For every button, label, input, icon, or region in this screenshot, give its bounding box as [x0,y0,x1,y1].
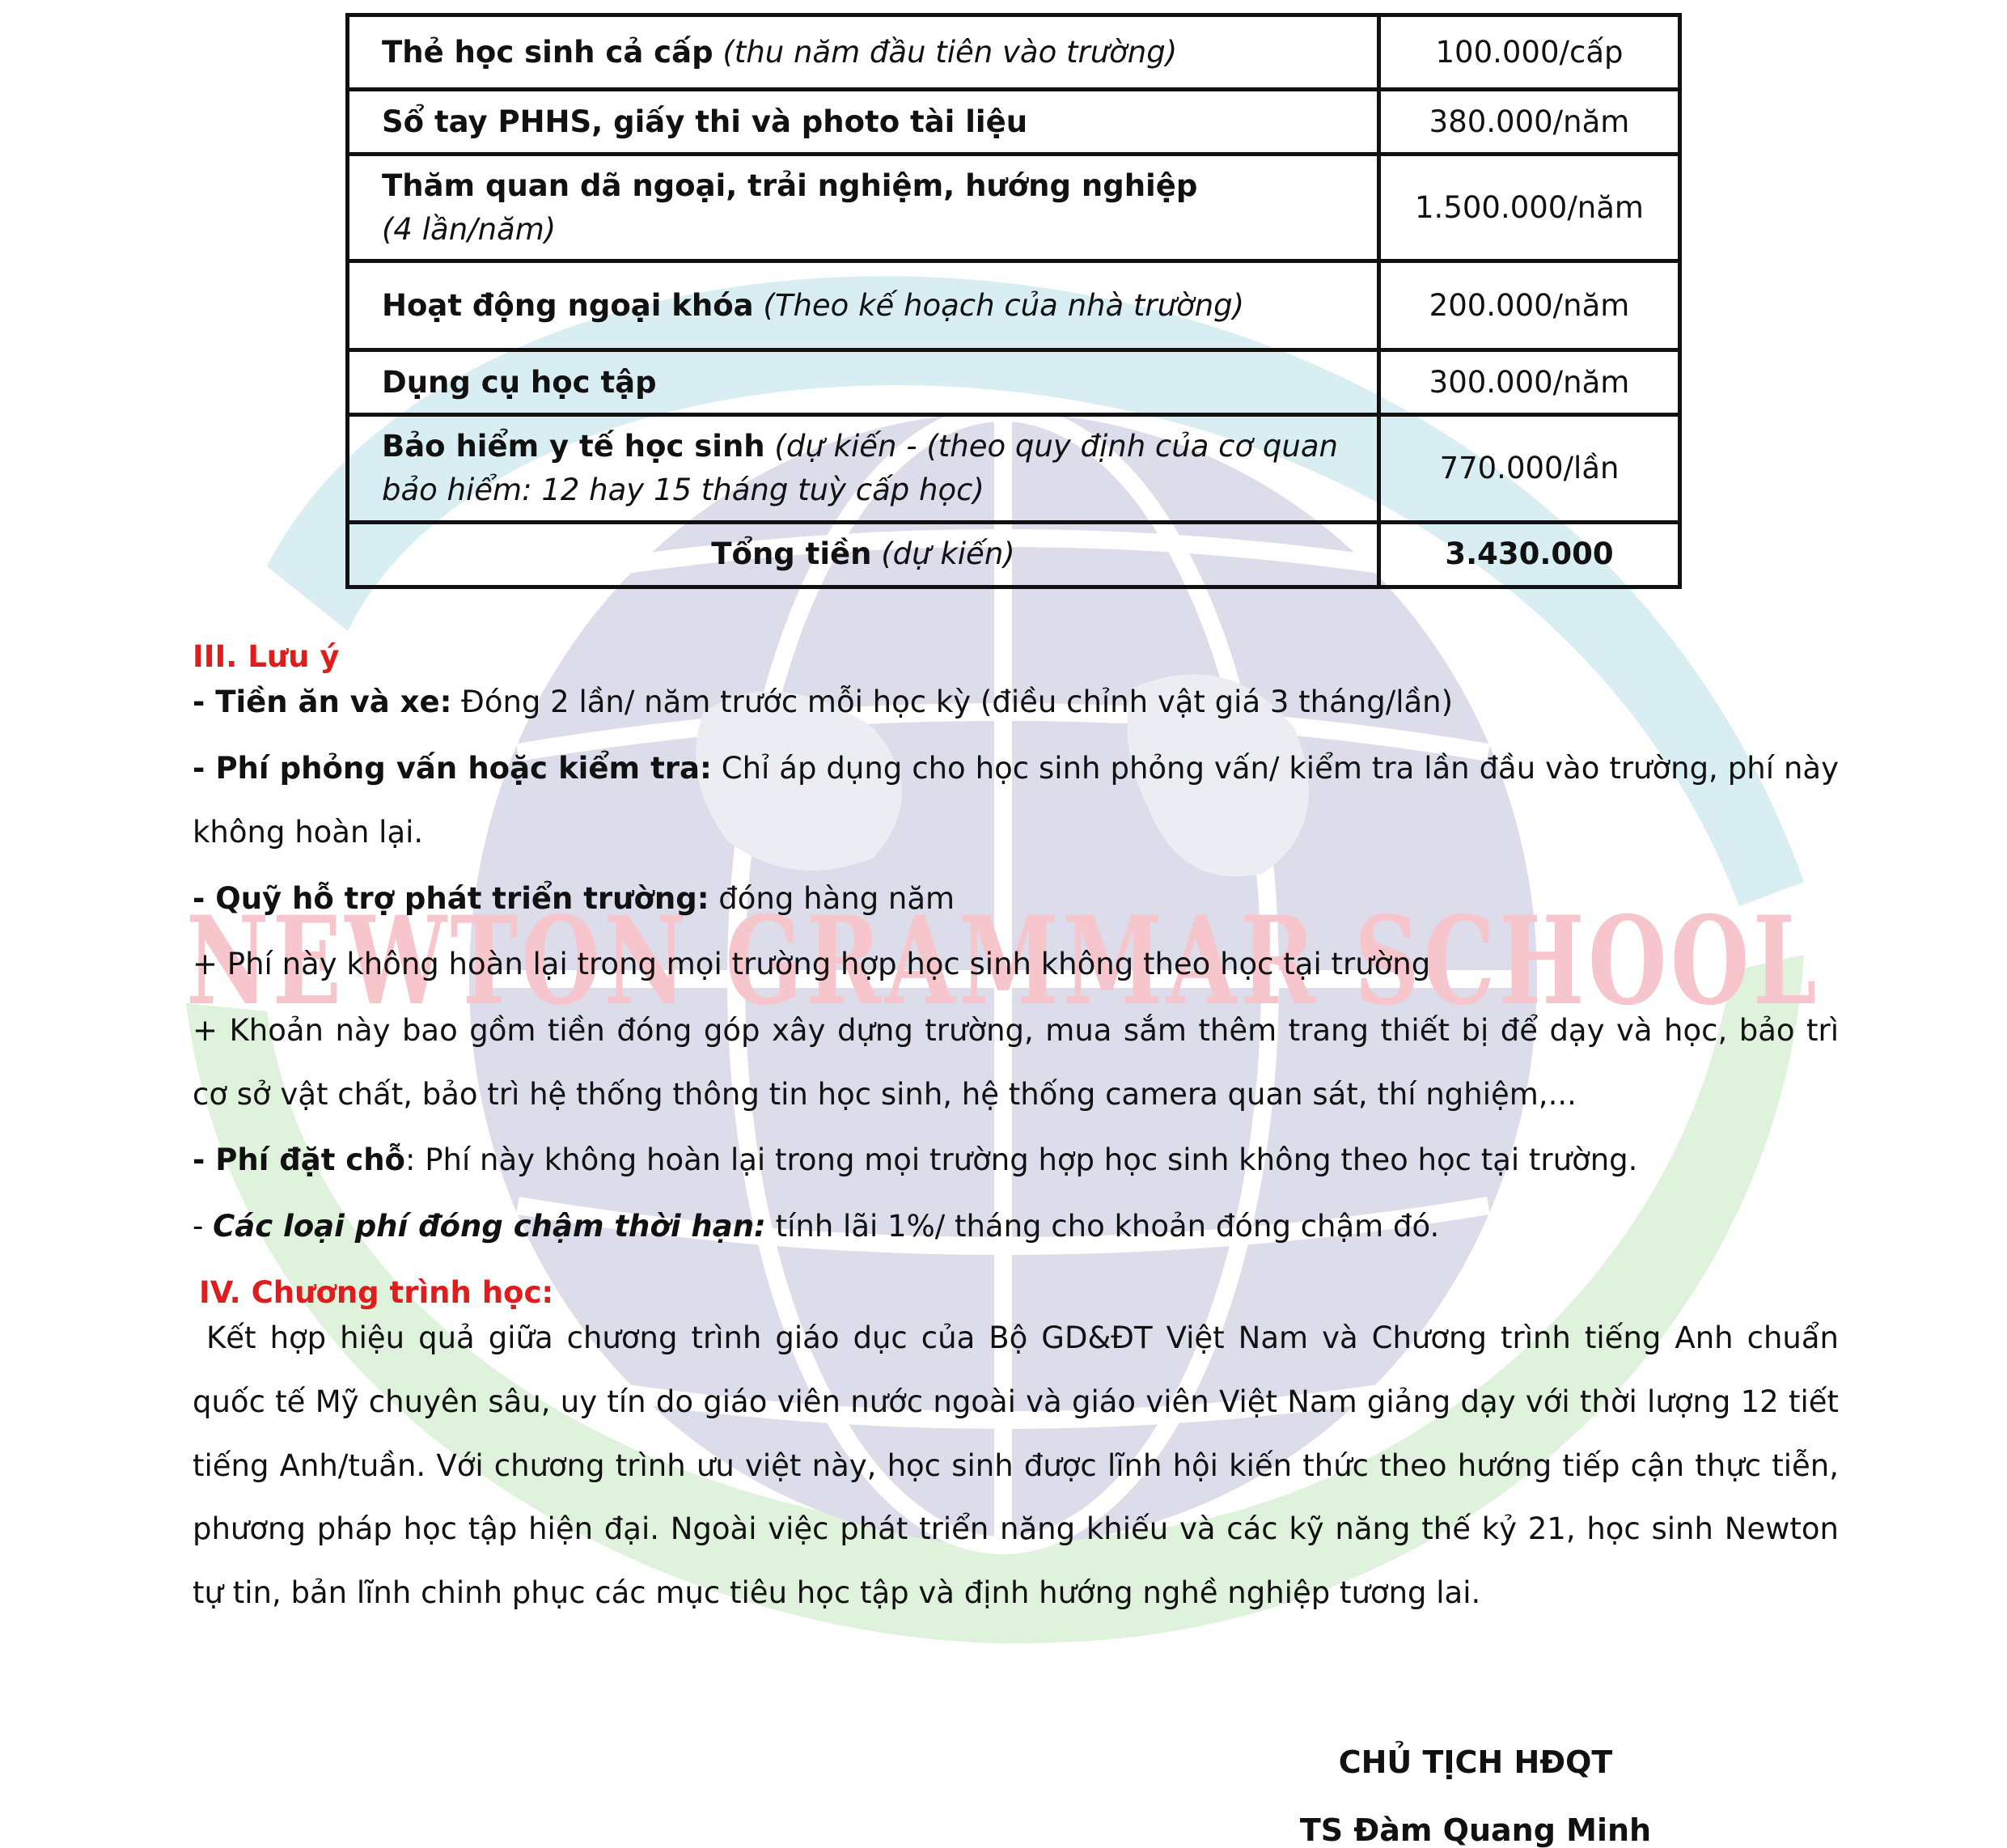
table-row [348,155,1680,261]
note-late-fee: - Các loại phí đóng chậm thời hạn: tính lãi 1%/ tháng cho khoản đóng chậm đó. [193,1209,1440,1244]
fee-amount: 1.500.000/năm [1379,155,1680,261]
total-amount: 3.430.000 [1379,522,1680,587]
fee-description: Thẻ học sinh cả cấp (thu năm đầu tiên vào trường) [348,15,1379,90]
note-fund-detail-1: + Phí này không hoàn lại trong mọi trường hợp học sinh không theo học tại trường [193,947,1431,981]
program-text-line: tự tin, bản lĩnh chinh phục các mục tiêu học tập và định hướng nghề nghiệp tương lai. [193,1575,1481,1610]
note-fund-detail-2-cont: cơ sở vật chất, bảo trì hệ thống thông tin học sinh, hệ thống camera quan sát, thí nghiệm,... [193,1077,1577,1112]
program-text-line: tiếng Anh/tuần. Với chương trình ưu việt này, học sinh được lĩnh hội kiến thức theo hướng tiếp cận thực tiễn, [193,1448,1839,1483]
fee-description: Hoạt động ngoại khóa (Theo kế hoạch của nhà trường) [348,261,1379,350]
total-label: Tổng tiền (dự kiến) [348,522,1379,587]
note-fund: - Quỹ hỗ trợ phát triển trường: đóng hàng năm [193,881,955,916]
fee-description: Dụng cụ học tập [348,350,1379,415]
notes-heading: III. Lưu ý [193,639,340,674]
note-fund-detail-2: + Khoản này bao gồm tiền đóng góp xây dựng trường, mua sắm thêm trang thiết bị để dạy và học, bảo trì [193,1013,1839,1048]
fee-description: Sổ tay PHHS, giấy thi và photo tài liệu [348,90,1379,155]
program-text-line: quốc tế Mỹ chuyên sâu, uy tín do giáo viên nước ngoài và giáo viên Việt Nam giảng dạy với thời lượng 12 tiết [193,1384,1839,1419]
table-row [348,15,1680,90]
table-row [348,90,1680,155]
table-total-row [348,522,1680,587]
table-row [348,415,1680,522]
note-meal-bus: - Tiền ăn và xe: Đóng 2 lần/ năm trước mỗi học kỳ (điều chỉnh vật giá 3 tháng/lần) [193,685,1454,719]
fee-amount: 770.000/lần [1379,415,1680,522]
watermark-school-name: NEWTON GRAMMAR SCHOOL [186,890,1820,1032]
fee-amount: 200.000/năm [1379,261,1680,350]
program-text-line: Kết hợp hiệu quả giữa chương trình giáo dục của Bộ GD&ĐT Việt Nam và Chương trình tiếng Anh chuẩn [193,1320,1839,1355]
note-reservation: - Phí đặt chỗ: Phí này không hoàn lại trong mọi trường hợp học sinh không theo học tại trường. [193,1142,1638,1177]
fee-description: Thăm quan dã ngoại, trải nghiệm, hướng nghiệp (4 lần/năm) [348,155,1379,261]
fee-amount: 100.000/cấp [1379,15,1680,90]
table-row [348,261,1680,350]
fee-amount: 380.000/năm [1379,90,1680,155]
signature-name: TS Đàm Quang Minh [1299,1812,1652,1848]
fee-description: Bảo hiểm y tế học sinh (dự kiến - (theo quy định của cơ quan bảo hiểm: 12 hay 15 tháng tuỳ cấp học) [348,415,1379,522]
note-interview: - Phí phỏng vấn hoặc kiểm tra: Chỉ áp dụng cho học sinh phỏng vấn/ kiểm tra lần đầu vào trường, phí này [193,751,1839,786]
program-text-line: phương pháp học tập hiện đại. Ngoài việc phát triển năng khiếu và các kỹ năng thế kỷ 21, học sinh Newton [193,1511,1839,1546]
signature-title: CHỦ TỊCH HĐQT [1338,1744,1613,1780]
program-heading: IV. Chương trình học: [199,1275,554,1310]
table-row [348,350,1680,415]
fee-amount: 300.000/năm [1379,350,1680,415]
fee-table [345,13,1682,589]
note-interview-cont: không hoàn lại. [193,815,424,850]
